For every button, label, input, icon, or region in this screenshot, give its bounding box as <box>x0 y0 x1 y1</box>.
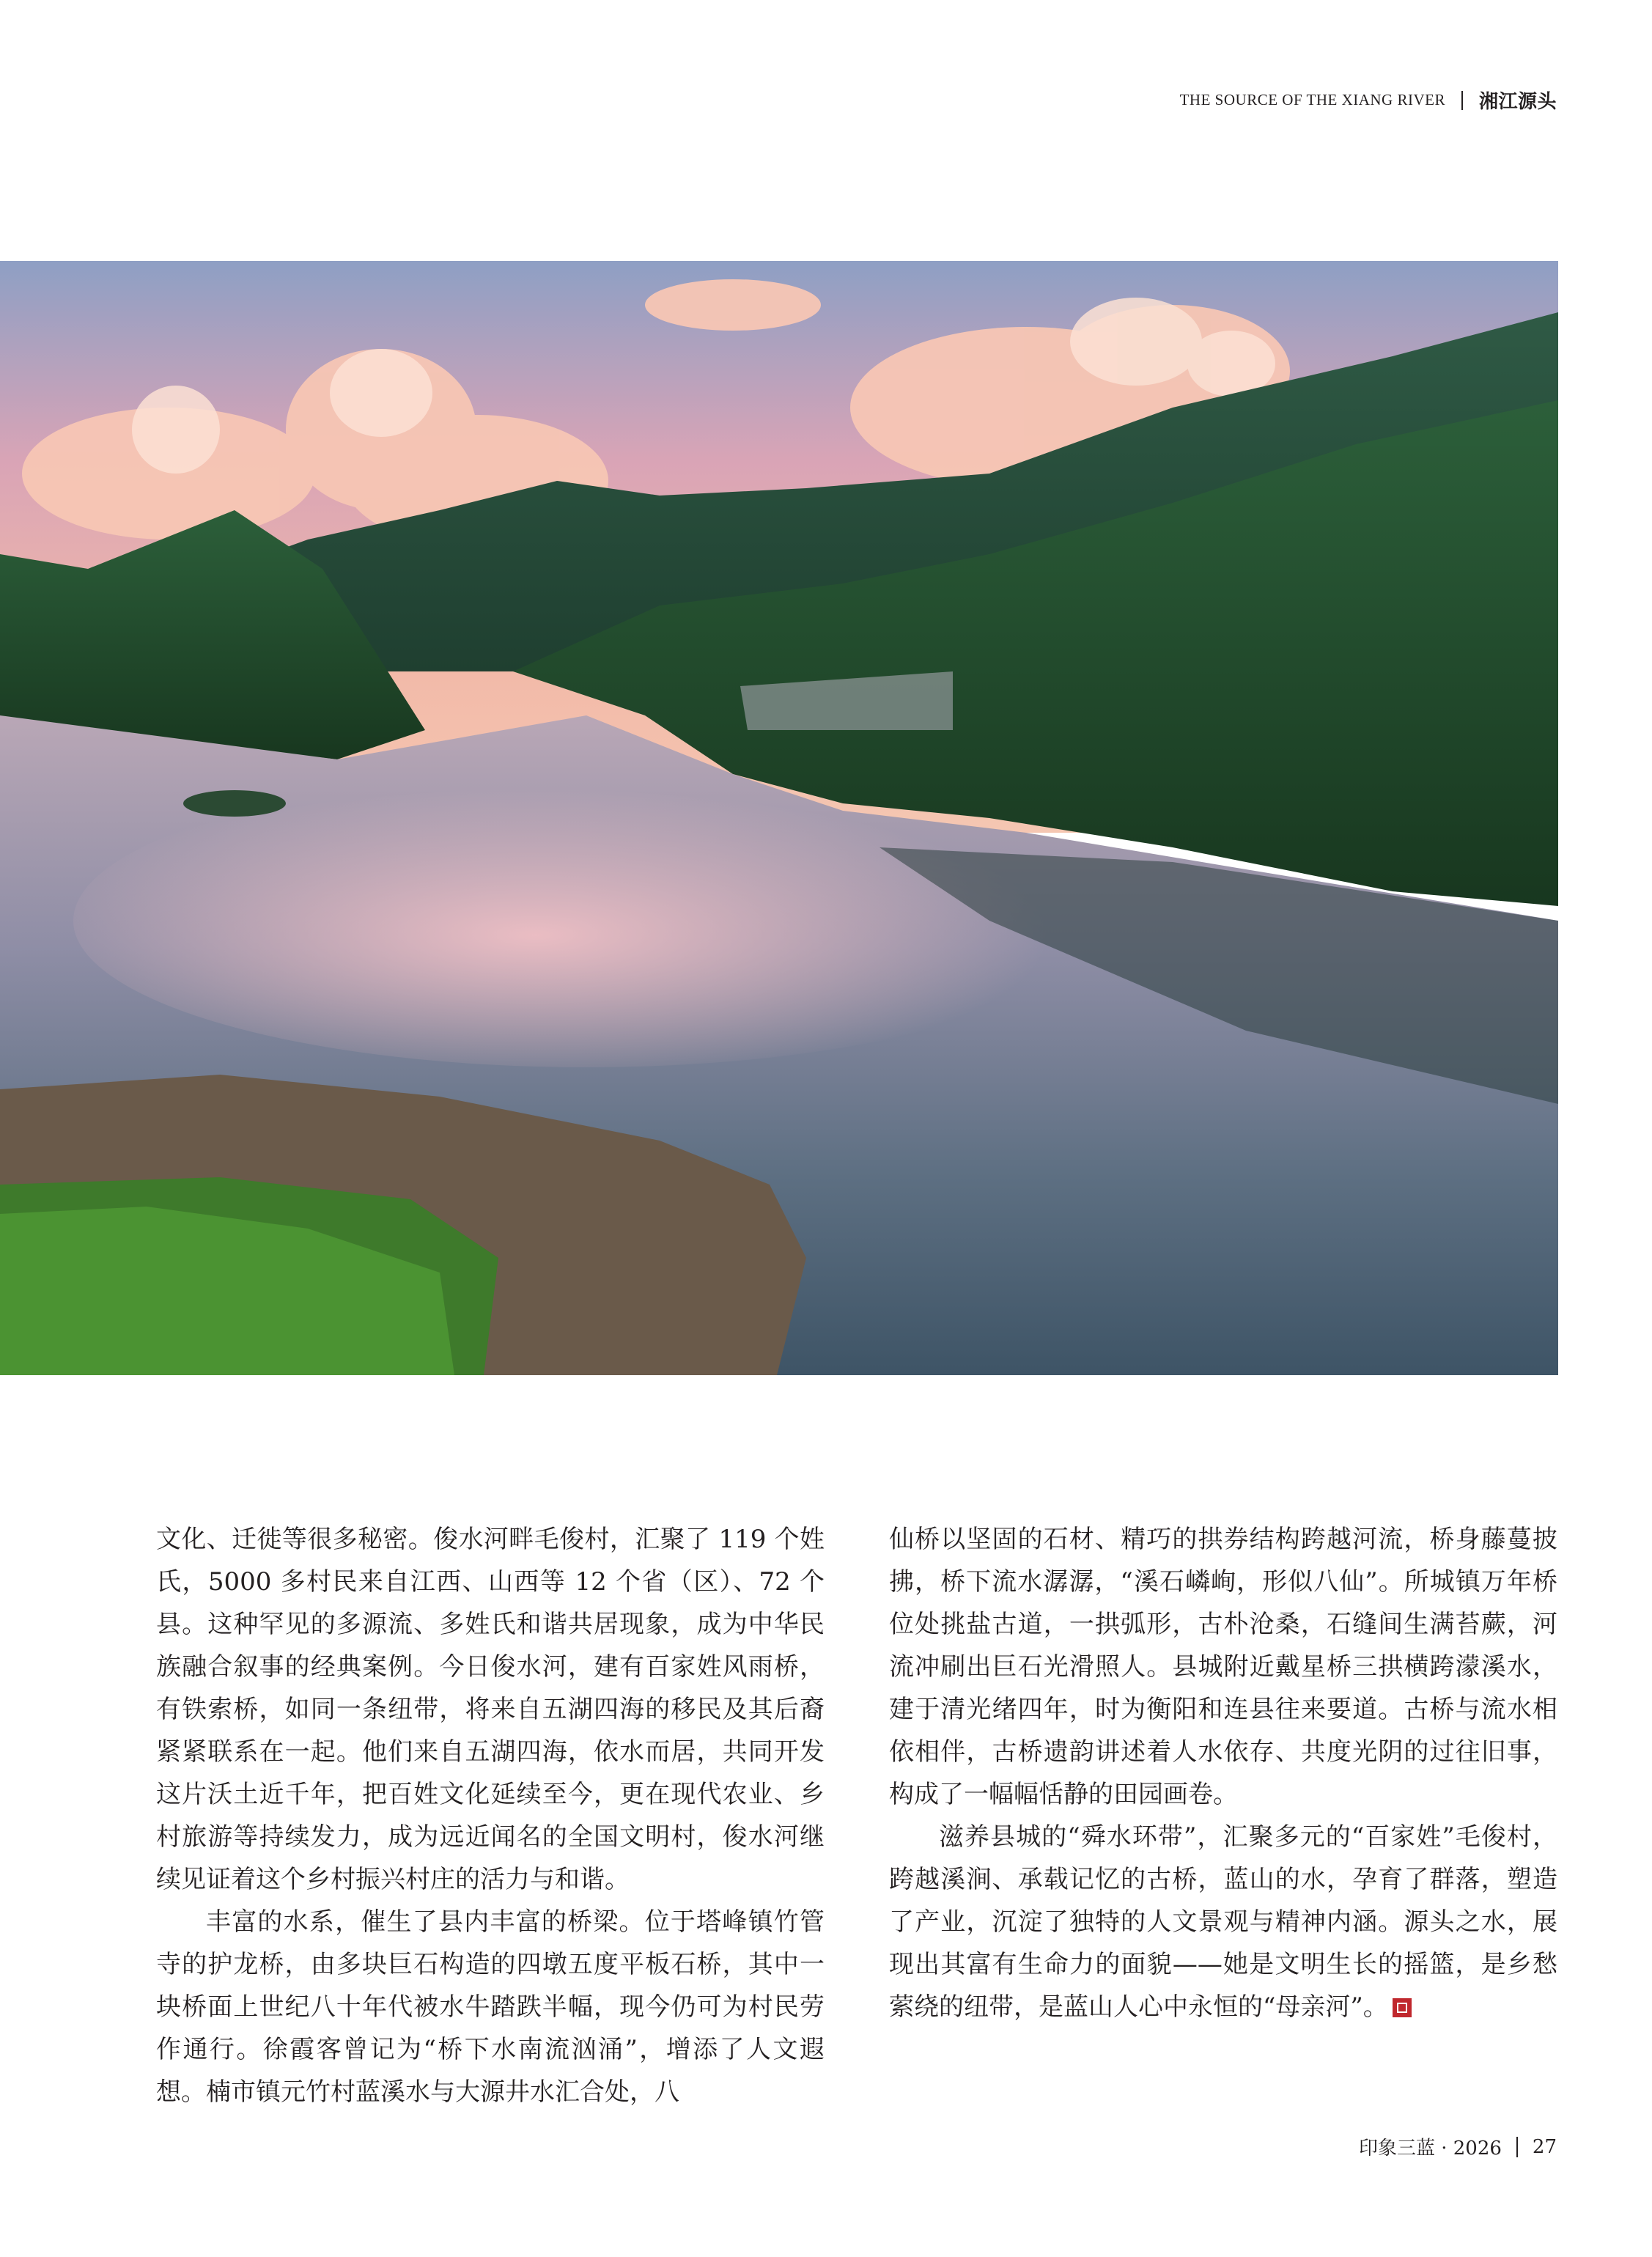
paragraph-left-2: 丰富的水系，催生了县内丰富的桥梁。位于塔峰镇竹管寺的护龙桥，由多块巨石构造的四墩五度平板石桥，其中一块桥面上世纪八十年代被水牛踏跌半幅，现今仍可为村民劳作通行。徐霞客曾记为“桥下水南流汹涌”，增添了人文遐想。楠市镇元竹村蓝溪水与大源井水汇合处，八 <box>156 1907 825 2107</box>
running-head-chinese: 湘江源头 <box>1478 91 1557 113</box>
page-number: 27 <box>1532 2135 1557 2158</box>
page-footer <box>1359 2133 1557 2160</box>
paragraph-left-1: 文化、迁徙等很多秘密。俊水河畔毛俊村，汇聚了 119 个姓氏，5000 多村民来自江西、山西等 12 个省（区）、72 个县。这种罕见的多源流、多姓氏和谐共居现象，成为中华民族融合叙事的经典案例。今日俊水河，建有百家姓风雨桥，有铁索桥，如同一条纽带，将来自五湖四海的移民及其后裔紧紧联系在一起。他们来自五湖四海，依水而居，共同开发这片沃土近千年，把百姓文化延续至今，更在现代农业、乡村旅游等持续发力，成为远近闻名的全国文明村，俊水河继续见证着这个乡村振兴村庄的活力与和谐。 <box>156 1525 825 1894</box>
landscape-photo-illustration <box>0 261 1558 1375</box>
landscape-photo <box>0 261 1558 1375</box>
running-head-divider <box>1461 91 1463 110</box>
magazine-issue: 印象三蓝 · 2026 <box>1358 2138 1502 2160</box>
paragraph-right-2 <box>889 1816 1557 2028</box>
end-seal-icon <box>1393 1998 1412 2017</box>
running-head <box>1180 86 1557 114</box>
paragraph-right-2-text: 滋养县城的“舜水环带”，汇聚多元的“百家姓”毛俊村，跨越溪涧、承载记忆的古桥，蓝山的水，孕育了群落，塑造了产业，沉淀了独特的人文景观与精神内涵。源头之水，展现出其富有生命力的面貌——她是文明生长的摇篮，是乡愁萦绕的纽带，是蓝山人心中永恒的“母亲河”。 <box>889 1822 1557 2022</box>
footer-divider <box>1516 2137 1518 2157</box>
text-column-left <box>156 1518 825 2113</box>
running-head-english: THE SOURCE OF THE XIANG RIVER <box>1179 91 1445 108</box>
paragraph-right-1: 仙桥以坚固的石材、精巧的拱券结构跨越河流，桥身藤蔓披拂，桥下流水潺潺，“溪石嶙峋，形似八仙”。所城镇万年桥位处挑盐古道，一拱弧形，古朴沧桑，石缝间生满苔蕨，河流冲刷出巨石光滑照人。县城附近戴星桥三拱横跨濛溪水，建于清光绪四年，时为衡阳和连县往来要道。古桥与流水相依相伴，古桥遗韵讲述着人水依存、共度光阴的过往旧事，构成了一幅幅恬静的田园画卷。 <box>889 1525 1557 1809</box>
text-column-right <box>889 1518 1557 2028</box>
